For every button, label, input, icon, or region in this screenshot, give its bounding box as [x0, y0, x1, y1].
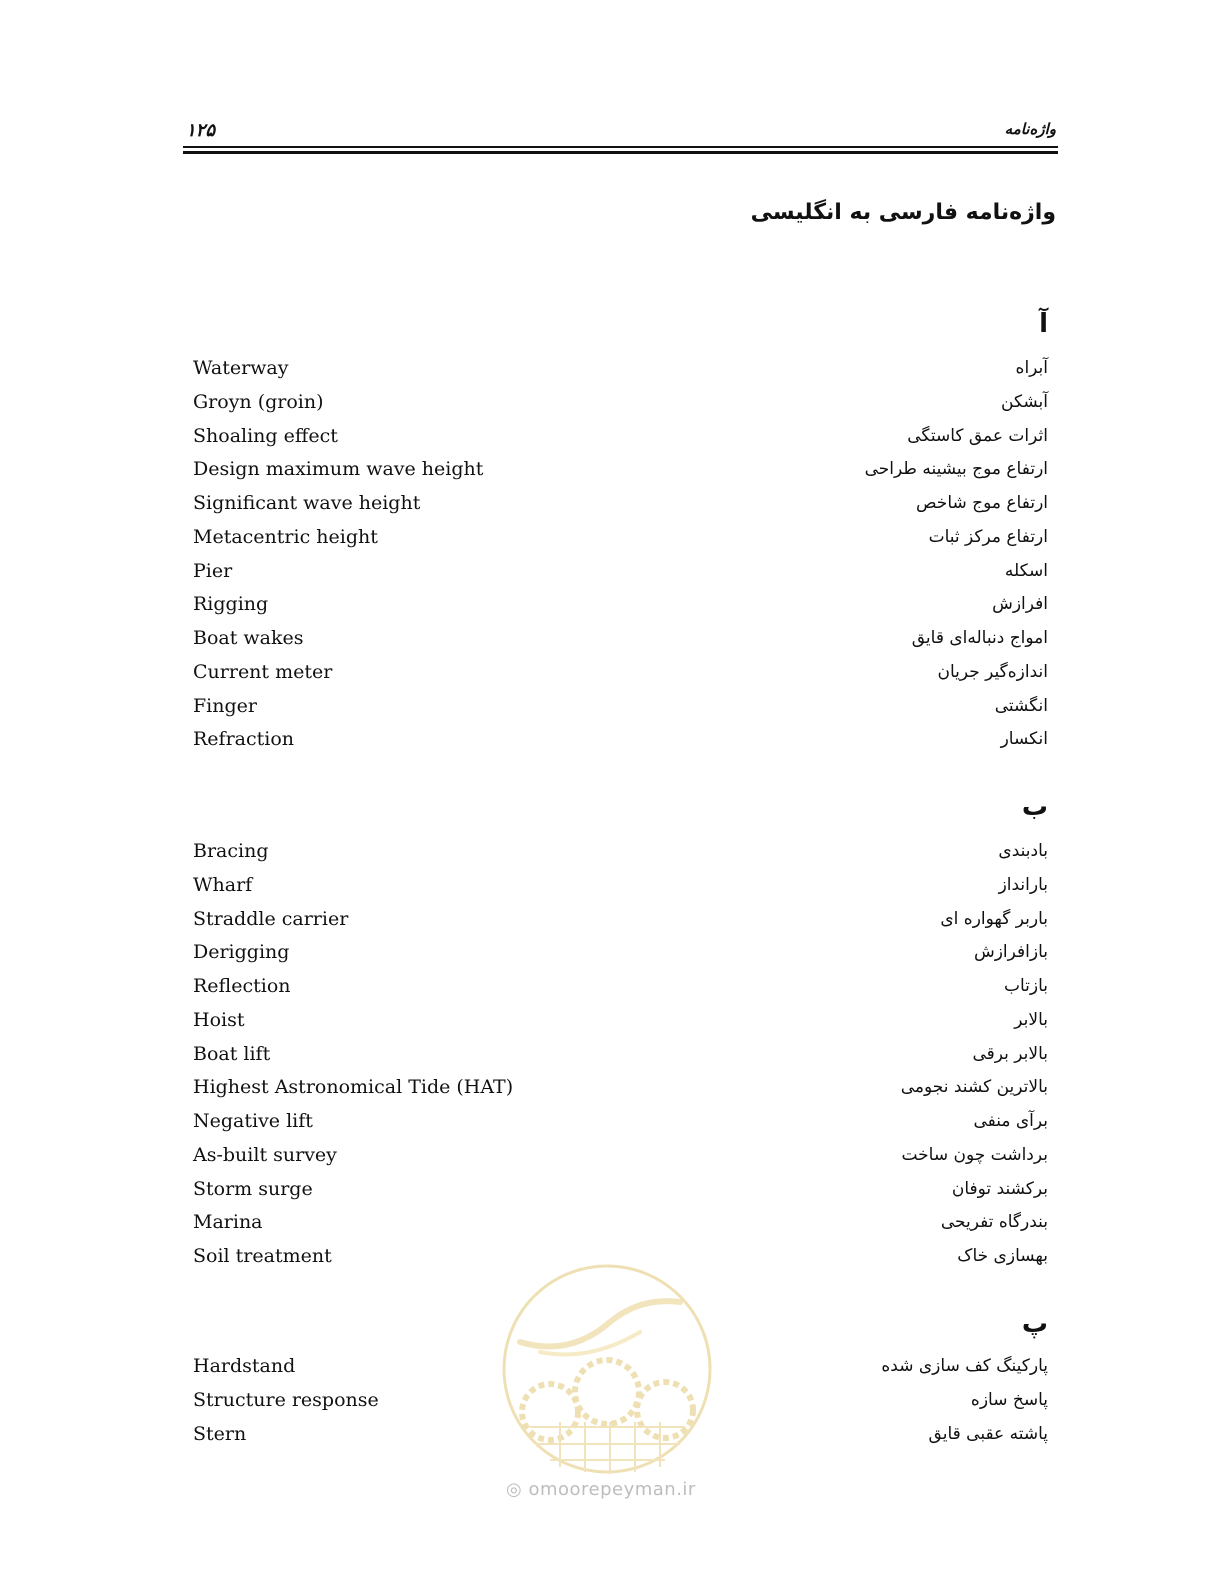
- persian-term: امواج دنباله‌ای قایق: [911, 628, 1048, 648]
- glossary-entry: [0, 387, 1224, 417]
- glossary-entry: [0, 623, 1224, 653]
- english-term: Boat lift: [193, 1043, 271, 1065]
- glossary-entry: [0, 1039, 1224, 1069]
- english-term: Significant wave height: [193, 492, 421, 514]
- english-term: Reflection: [193, 975, 291, 997]
- section-letter: پ: [1021, 1309, 1048, 1339]
- persian-term: اثرات عمق کاستگی: [907, 426, 1048, 446]
- persian-term: ارتفاع مرکز ثبات: [928, 527, 1048, 547]
- persian-term: آبشکن: [1001, 392, 1048, 412]
- english-term: Negative lift: [193, 1110, 313, 1132]
- glossary-title: واژه‌نامه فارسی به انگلیسی: [750, 200, 1056, 225]
- glossary-entry: [0, 657, 1224, 687]
- english-term: Highest Astronomical Tide (HAT): [193, 1076, 514, 1098]
- english-term: Metacentric height: [193, 526, 378, 548]
- persian-term: پارکینگ کف سازی شده: [881, 1356, 1048, 1376]
- watermark-logo: [500, 1262, 715, 1477]
- section-letter: ب: [1021, 792, 1048, 822]
- english-term: As-built survey: [193, 1144, 337, 1166]
- glossary-entry: [0, 589, 1224, 619]
- persian-term: برداشت چون ساخت: [901, 1145, 1048, 1165]
- english-term: Wharf: [193, 874, 253, 896]
- english-term: Derigging: [193, 941, 290, 963]
- glossary-entry: [0, 421, 1224, 451]
- glossary-entry: [0, 488, 1224, 518]
- glossary-entry: [0, 971, 1224, 1001]
- page-header: [183, 118, 1058, 154]
- persian-term: بالابر برقی: [972, 1044, 1048, 1064]
- persian-term: برآی منفی: [973, 1111, 1048, 1131]
- persian-term: برکشند توفان: [951, 1179, 1048, 1199]
- persian-term: اسکله: [1004, 561, 1048, 581]
- english-term: Straddle carrier: [193, 908, 349, 930]
- persian-term: ارتفاع موج بیشینه طراحی: [864, 459, 1048, 479]
- glossary-entry: [0, 1106, 1224, 1136]
- english-term: Refraction: [193, 728, 295, 750]
- glossary-entry: [0, 836, 1224, 866]
- persian-term: بندرگاه تفریحی: [940, 1212, 1048, 1232]
- persian-term: بادبندی: [998, 841, 1048, 861]
- glossary-entry: [0, 1140, 1224, 1170]
- header-rule-thick: [183, 151, 1058, 154]
- english-term: Hardstand: [193, 1355, 296, 1377]
- persian-term: بازافرازش: [973, 942, 1048, 962]
- english-term: Hoist: [193, 1009, 245, 1031]
- persian-term: اندازه‌گیر جریان: [937, 662, 1048, 682]
- persian-term: افرازش: [992, 594, 1048, 614]
- glossary-entry: [0, 522, 1224, 552]
- persian-term: بارانداز: [998, 875, 1048, 895]
- running-head: واژه‌نامه: [1004, 120, 1056, 138]
- english-term: Waterway: [193, 357, 289, 379]
- glossary-entry: [0, 724, 1224, 754]
- section-letter: آ: [1039, 309, 1048, 339]
- header-rule-thin: [183, 146, 1058, 148]
- glossary-entry: [0, 1174, 1224, 1204]
- glossary-entry: [0, 1207, 1224, 1237]
- english-term: Soil treatment: [193, 1245, 332, 1267]
- english-term: Storm surge: [193, 1178, 313, 1200]
- glossary-entry: [0, 691, 1224, 721]
- persian-term: آبراه: [1015, 358, 1048, 378]
- persian-term: بهسازی خاک: [957, 1246, 1048, 1266]
- english-term: Shoaling effect: [193, 425, 338, 447]
- persian-term: ارتفاع موج شاخص: [915, 493, 1048, 513]
- persian-term: بالاترین کشند نجومی: [900, 1077, 1048, 1097]
- persian-term: پاشته عقبی قایق: [928, 1424, 1048, 1444]
- english-term: Current meter: [193, 661, 333, 683]
- persian-term: بالابر: [1014, 1010, 1048, 1030]
- english-term: Finger: [193, 695, 257, 717]
- english-term: Rigging: [193, 593, 269, 615]
- english-term: Design maximum wave height: [193, 458, 484, 480]
- glossary-entry: [0, 454, 1224, 484]
- english-term: Groyn (groin): [193, 391, 324, 413]
- glossary-entry: [0, 1072, 1224, 1102]
- page-number: ۱۲۵: [186, 120, 216, 141]
- glossary-entry: [0, 1005, 1224, 1035]
- english-term: Bracing: [193, 840, 269, 862]
- persian-term: بازتاب: [1003, 976, 1048, 996]
- persian-term: پاسخ سازه: [970, 1390, 1048, 1410]
- glossary-entry: [0, 937, 1224, 967]
- persian-term: انکسار: [1000, 729, 1048, 749]
- english-term: Marina: [193, 1211, 263, 1233]
- glossary-entry: [0, 556, 1224, 586]
- english-term: Pier: [193, 560, 233, 582]
- glossary-entry: [0, 353, 1224, 383]
- english-term: Boat wakes: [193, 627, 304, 649]
- english-term: Structure response: [193, 1389, 379, 1411]
- persian-term: انگشتی: [994, 696, 1048, 716]
- watermark-url: ◎ omoorepeyman.ir: [506, 1479, 696, 1500]
- glossary-entry: [0, 870, 1224, 900]
- english-term: Stern: [193, 1423, 247, 1445]
- glossary-entry: [0, 904, 1224, 934]
- persian-term: باربر گهواره ای: [940, 909, 1048, 929]
